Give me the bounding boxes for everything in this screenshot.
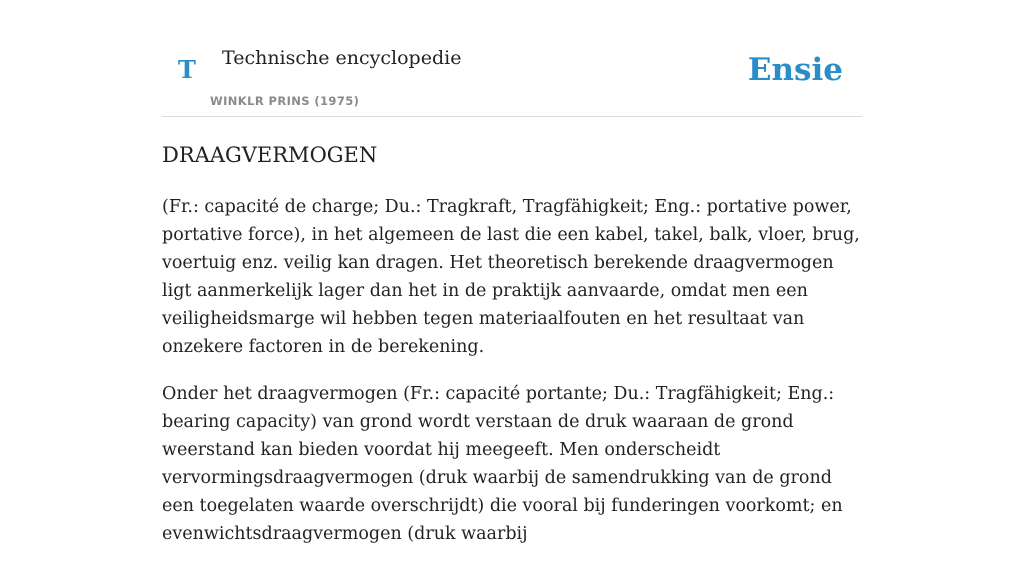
article-title: DRAAGVERMOGEN <box>162 143 378 167</box>
article-paragraph: (Fr.: capacité de charge; Du.: Tragkraft, Tragfähigkeit; Eng.: portative power, portative force), in het algemeen de last die een kabel, takel, balk, vloer, brug, voertuig enz. veilig kan dragen. Het theoretisch berekende draagvermogen ligt aanmerkelijk lager dan het in de praktijk aanvaarde, omdat men een veiligheidsmarge wil hebben tegen materiaalfouten en het resultaat van onzekere factoren in de berekening. <box>162 197 860 357</box>
article-body <box>162 193 862 548</box>
book-logo-icon[interactable]: T <box>178 55 196 84</box>
header <box>162 0 862 117</box>
brand-logo[interactable]: Ensie <box>747 52 843 88</box>
article-paragraph: Onder het draagvermogen (Fr.: capacité portante; Du.: Tragfähigkeit; Eng.: bearing capacity) van grond wordt verstaan de druk waaraan de grond weerstand kan bieden voordat hij meegeeft. Men onderscheidt vervormingsdraagvermogen (druk waarbij de samendrukking van de grond een toegelaten waarde overschrijdt) die vooral bij funderingen voorkomt; en evenwichtsdraagvermogen (druk waarbij <box>162 384 843 544</box>
article <box>162 140 862 567</box>
book-title-link[interactable]: Technische encyclopedie <box>222 47 462 69</box>
book-source-label: WINKLR PRINS (1975) <box>210 94 360 108</box>
